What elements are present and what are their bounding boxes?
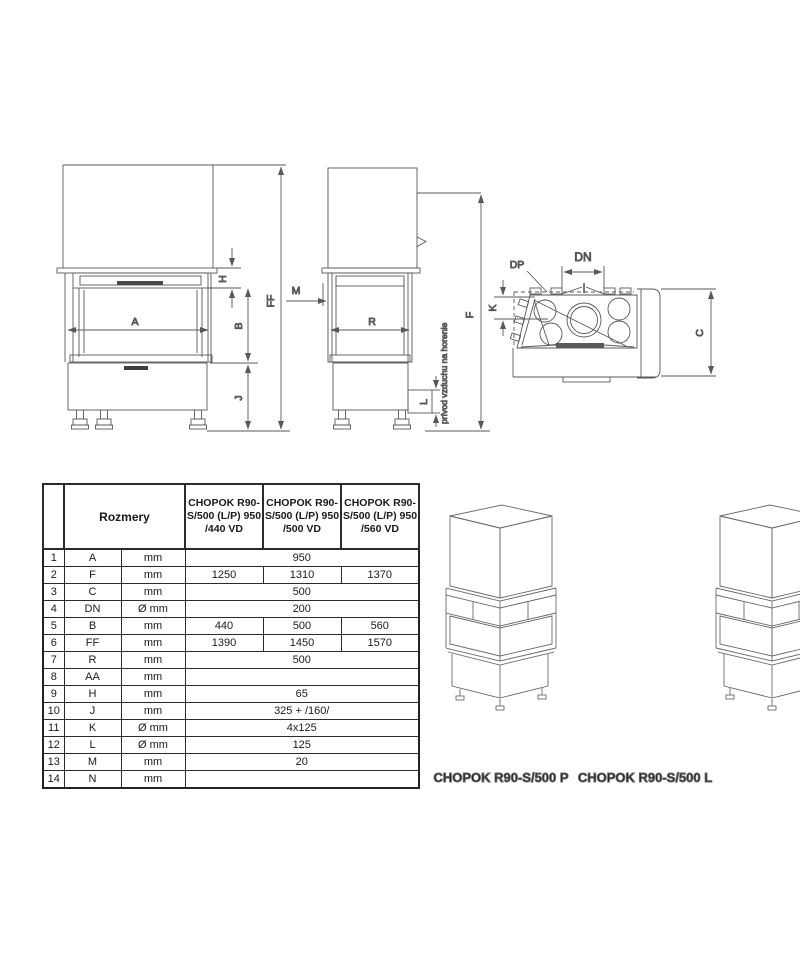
dim-code: M [64,754,121,771]
dim-value-500: 1450 [263,635,341,652]
dim-value: 500 [185,584,419,601]
dim-unit: mm [121,669,185,686]
dim-value-440: 1390 [185,635,263,652]
dim-code: L [64,737,121,754]
dim-code: AA [64,669,121,686]
dim-code: DN [64,601,121,618]
table-row [43,771,419,789]
row-number: 9 [43,686,64,703]
dim-label-a: A [131,316,139,328]
dim-label-dp: DP [509,259,525,271]
dim-value-440: 440 [185,618,263,635]
table-row [43,754,419,771]
dim-code: K [64,720,121,737]
dim-label-dn: DN [574,250,592,264]
column-header-440: CHOPOK R90- S/500 (L/P) 950 /440 VD [185,484,263,549]
table-title: Rozmery [64,484,185,549]
dim-value: 65 [185,686,419,703]
row-number: 1 [43,549,64,567]
air-supply-note: prívod vzduchu na horenie [439,322,449,424]
row-number: 14 [43,771,64,789]
row-number: 4 [43,601,64,618]
dim-value-560: 1370 [341,567,419,584]
front-view-feet [72,410,207,429]
dim-code: A [64,549,121,567]
table-row [43,549,419,567]
row-number: 6 [43,635,64,652]
dim-unit: Ø mm [121,737,185,754]
iso-fireplace-right-version [446,505,556,710]
row-number: 12 [43,737,64,754]
dim-label-m: M [291,285,301,297]
dim-unit: mm [121,686,185,703]
side-view-feet [334,410,411,429]
table-row [43,584,419,601]
table-row [43,686,419,703]
dim-code: F [64,567,121,584]
dim-unit: mm [121,618,185,635]
row-number: 10 [43,703,64,720]
table-row [43,635,419,652]
dim-unit: mm [121,754,185,771]
table-header-row [43,484,419,549]
dim-value: 20 [185,754,419,771]
row-number: 8 [43,669,64,686]
dim-value: 125 [185,737,419,754]
row-number: 2 [43,567,64,584]
dim-value: 500 [185,652,419,669]
front-view-drawing [57,165,290,431]
dim-unit: mm [121,703,185,720]
row-number: 11 [43,720,64,737]
dim-unit: mm [121,549,185,567]
dim-value-440: 1250 [185,567,263,584]
table-row [43,567,419,584]
dim-value-500: 500 [263,618,341,635]
dim-label-k: K [487,304,499,312]
dim-code: H [64,686,121,703]
dim-label-ff: FF [265,294,277,308]
model-label-p: CHOPOK R90-S/500 P [433,770,569,785]
isometric-views [420,480,800,790]
table-row [43,652,419,669]
table-row [43,601,419,618]
table-row [43,720,419,737]
dim-label-r: R [368,316,376,328]
dim-code: C [64,584,121,601]
dim-code: J [64,703,121,720]
table-row [43,703,419,720]
dim-value-560: 1570 [341,635,419,652]
row-number: 5 [43,618,64,635]
dim-unit: mm [121,567,185,584]
dim-code: R [64,652,121,669]
dim-value: 200 [185,601,419,618]
dim-unit: Ø mm [121,720,185,737]
top-view-drawing [487,250,716,382]
dim-unit: mm [121,635,185,652]
table-row [43,737,419,754]
dim-unit: mm [121,652,185,669]
dim-label-f: F [464,311,476,319]
row-number: 3 [43,584,64,601]
dim-unit: mm [121,771,185,789]
dim-value: 950 [185,549,419,567]
dim-value-500: 1310 [263,567,341,584]
dim-label-l: L [418,399,430,405]
dim-value-560: 560 [341,618,419,635]
dim-unit: mm [121,584,185,601]
row-number: 13 [43,754,64,771]
dim-unit: Ø mm [121,601,185,618]
row-number: 7 [43,652,64,669]
column-header-560: CHOPOK R90- S/500 (L/P) 950 /560 VD [341,484,419,549]
dim-value: 325 + /160/ [185,703,419,720]
dim-code: N [64,771,121,789]
model-label-l: CHOPOK R90-S/500 L [577,770,713,785]
dim-value [185,771,419,789]
table-row [43,669,419,686]
header-empty [43,484,64,549]
dim-code: B [64,618,121,635]
dim-label-h: H [217,275,229,283]
column-header-500: CHOPOK R90- S/500 (L/P) 950 /500 VD [263,484,341,549]
dim-value: 4x125 [185,720,419,737]
dim-value [185,669,419,686]
iso-fireplace-left-version [716,505,800,710]
dimensions-table [42,483,420,789]
dim-label-c: C [694,329,706,337]
side-view-drawing [286,168,490,431]
dim-label-j: J [233,395,245,401]
dim-code: FF [64,635,121,652]
dim-label-b: B [233,322,245,330]
table-row [43,618,419,635]
